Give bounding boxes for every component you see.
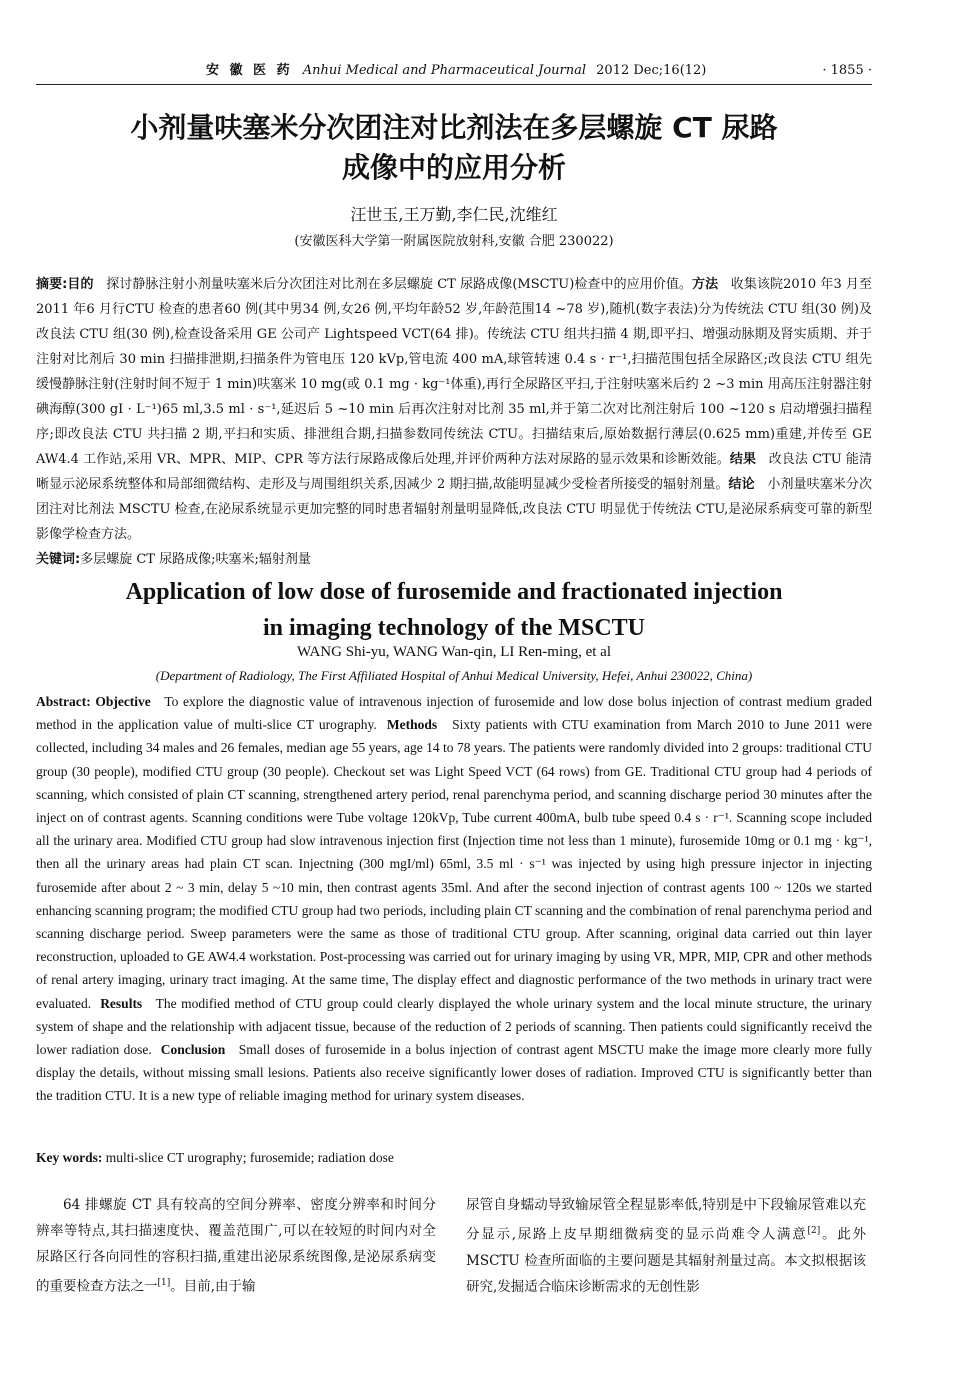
article-title-en [36,574,872,646]
authors-en: WANG Shi-yu, WANG Wan-qin, LI Ren-ming, et al [296,644,612,660]
journal-name-cn: 安 徽 医 药 [206,63,293,78]
body-column-left [36,1192,436,1300]
citation-2[interactable]: [2] [807,1226,821,1236]
body-left-text: 64 排螺旋 CT 具有较高的空间分辨率、密度分辨率和时间分辨率等特点,其扫描速度快、覆盖范围广,可以在较短的时间内对全尿路区行各向同性的容积扫描,重建出泌尿系统图像,是泌尿系病变的重要检查方法之一 [36,1197,436,1295]
abstract-cn-results-label: 结果 [729,452,757,467]
journal-issue: 2012 Dec;16(12) [596,63,707,78]
abstract-en-results-label: Results [100,995,143,1011]
running-header [36,60,872,85]
title-en-line-2: in imaging technology of the MSCTU [262,615,645,641]
body-right-tail: 。此外 MSCTU 检查所面临的主要问题是其辐射剂量过高。本文拟根据该研究,发掘适合临床诊断需求的无创性影 [466,1226,866,1295]
page-number: · 1855 · [822,63,872,78]
abstract-cn-label: 摘要:目的 [36,277,94,292]
abstract-cn-methods: 收集该院2010 年3 月至2011 年6 月行CTU 检查的患者60 例(其中男34 例,女26 例,平均年龄52 岁,年龄范围14 ~78 岁),随机(数字表法)分为传统法 CTU 组(30 例)及改良法 CTU 组(30 例),检查设备采用 GE 公司产 Lightspeed VCT(64 排)。传统法 CTU 组共扫描 4 期,即平扫、增强动脉期及肾实质期、并于注射对比剂后 30 min 扫描排泄期,扫描条件为管电压 120 kVp,管电流 400 mA,球管转速 0.4 s · r⁻¹,扫描范围包括全尿路区;改良法 CTU 组先缓慢静脉注射(注射时间不短于 1 min)呋塞米 10 mg(或 0.1 mg · kg⁻¹体重),再行全尿路区平扫,于注射呋塞米后约 2 ~3 min 用高压注射器注射碘海醇(300 gI · L⁻¹)65 ml,3.5 ml · s⁻¹,延迟后 5 ~10 min 后再次注射对比剂 35 ml,并于第二次对比剂注射后 100 ~120 s 启动增强扫描程序;即改良法 CTU 共扫描 2 期,平扫和实质、排泄组合期,扫描参数同传统法 CTU。扫描结束后,原始数据行薄层(0.625 mm)重建,并传至 GE AW4.4 工作站,采用 VR、MPR、MIP、CPR 等方法行尿路成像后处理,并评价两种方法对尿路的显示效果和诊断效能。 [36,277,872,467]
abstract-en-conclusion-label: Conclusion [160,1042,226,1058]
title-cn-line-1: 小剂量呋塞米分次团注对比剂法在多层螺旋 CT 尿路 [130,111,778,144]
journal-name-en: Anhui Medical and Pharmaceutical Journal [302,63,587,78]
abstract-cn-conclusion: 小剂量呋塞米分次团注对比剂法 MSCTU 检查,在泌尿系统显示更加完整的同时患者辐射剂量明显降低,改良法 CTU 明显优于传统法 CTU,是泌尿系病变可靠的新型影像学检查方法。 [36,477,872,542]
journal-info [206,60,706,82]
keywords-cn [36,547,872,572]
keywords-en-text: multi-slice CT urography; furosemide; radiation dose [105,1150,394,1165]
keywords-en [36,1150,872,1166]
affiliation-en: (Department of Radiology, The First Affiliated Hospital of Anhui Medical University, Hefei, Anhui 230022, China) [155,668,753,683]
keywords-en-label: Key words: [36,1150,103,1165]
keywords-cn-label: 关键词: [36,552,81,567]
body-column-right [466,1192,866,1300]
body-left-tail: 。目前,由于输 [170,1278,256,1295]
title-en-line-1: Application of low dose of furosemide and fractionated injection [125,579,783,605]
keywords-cn-text: 多层螺旋 CT 尿路成像;呋塞米;辐射剂量 [80,552,311,567]
body-right-text: 尿管自身蠕动导致输尿管全程显影率低,特别是中下段输尿管难以充分显示,尿路上皮早期细微病变的显示尚难令人满意 [466,1197,866,1243]
authors-cn: 汪世玉,王万勤,李仁民,沈维红 [350,205,558,224]
title-cn-line-2: 成像中的应用分析 [341,151,566,184]
article-title-cn [36,108,872,188]
abstract-cn-results: 改良法 CTU 能清晰显示泌尿系统整体和局部细微结构、走形及与周围组织关系,因减少 2 期扫描,故能明显减少受检者所接受的辐射剂量。 [36,452,872,492]
abstract-en-objective: To explore the diagnostic value of intravenous injection of furosemide and low dose bolus injection of contrast medium graded method in the application value of multi-slice CT urography. [36,694,872,733]
affiliation-cn: (安徽医科大学第一附属医院放射科,安徽 合肥 230022) [294,234,614,249]
abstract-en-conclusion: Small doses of furosemide in a bolus injection of contrast agent MSCTU make the image more clearly more fully display the details, without missing small lesions. Patients also receive significantly lower doses of radiation. Improved CTU is significantly better than the tradition CTU. It is a new type of reliable imaging method for urinary system diseases. [36,1042,873,1104]
abstract-en-label: Abstract: Objective [36,694,151,709]
abstract-en-methods-label: Methods [386,717,438,733]
abstract-en-results: The modified method of CTU group could clearly displayed the whole urinary system and the local minute structure, the urinary system of shape and the relationship with adjacent tissue, because of the reduction of 2 periods of scanning. Then patients could significantly receivd the lower radiation dose. [36,995,872,1058]
abstract-en-methods: Sixty patients with CTU examination from March 2010 to June 2011 were collected, including 34 males and 26 females, median age 55 years, age 14 to 78 years. The patients were randomly divided into 2 groups: traditional CTU group (30 people), modified CTU group (30 people). Checkout set was Light Speed VCT (64 rows) from GE. Traditional CTU group had 4 periods of scanning, which consisted of plain CT scanning, strengthened artery period, renal parenchyma period, and scanning discharge period 30 minutes after the inject on of contrast agents. Scanning conditions were Tube voltage 120kVp, Tube current 400mA, bulb tube speed 0.4 s · r⁻¹. Scanning scope included all the urinary area. Modified CTU group had slow intravenous injection first (Injection time not less than 1 minute), furosemide 10mg or 0.1 mg · kg⁻¹, then all the urinary areas had plain CT scan. Injectning (300 mgI/ml) 65ml, 3.5 ml · s⁻¹ was injected by using high pressure injector in injecting furosemide after about 2 ~ 3 min, delay 5 ~10 min, then contrast agents 35ml. And after the second injection of contrast agents 100 ~ 120s we started enhancing scanning program; the modified CTU group had two periods, including plain CT scanning and the combination of renal parenchyma period and scanning discharge period. Sweep parameters were the same as those of traditional CTU group. After scanning, original data carried out thin layer reconstruction, uploaded to GE AW4.4 workstation. Post-processing was carried out for urinary imaging by using VR, MPR, MIP, CPR and other methods of renal artery imaging, urinary tract imaging. At the same time, The display effect and diagnostic performance of the two methods in urinary tract were evaluated. [36,717,873,1011]
abstract-cn-methods-label: 方法 [692,277,719,292]
abstract-cn-conclusion-label: 结论 [728,477,755,492]
abstract-cn-objective: 探讨静脉注射小剂量呋塞米后分次团注对比剂在多层螺旋 CT 尿路成像(MSCTU)检查中的应用价值。 [106,277,693,292]
citation-1[interactable]: [1] [157,1278,171,1288]
abstract-en [36,690,872,1108]
abstract-cn [36,272,872,572]
